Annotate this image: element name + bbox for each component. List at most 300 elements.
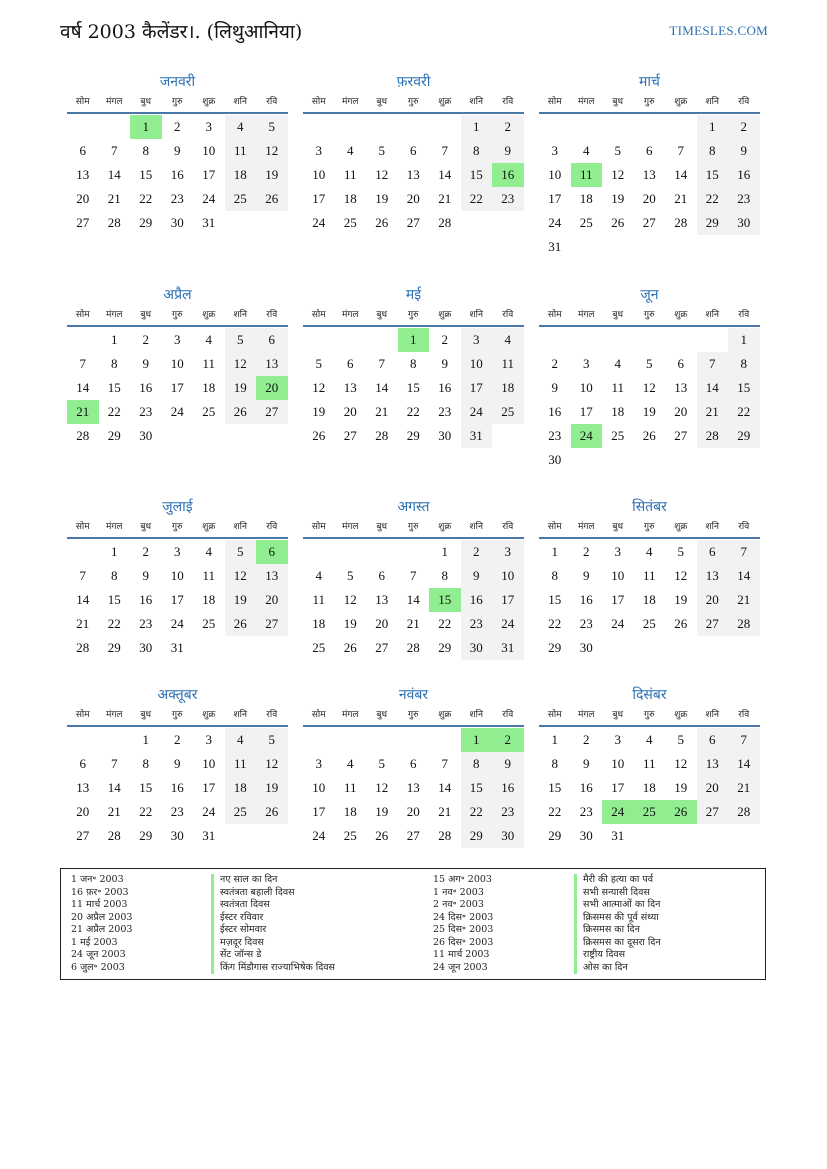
day-cell: 15 bbox=[107, 380, 121, 395]
day-cell: 4 bbox=[315, 568, 322, 583]
empty-cell bbox=[335, 728, 367, 752]
day-cell: 5 bbox=[225, 328, 257, 352]
day-cell: 14 bbox=[728, 564, 760, 588]
month-name: अगस्त bbox=[397, 499, 430, 515]
day-cell: 17 bbox=[170, 380, 184, 395]
day-cell: 25 bbox=[611, 428, 625, 443]
day-cell: 10 bbox=[579, 380, 593, 395]
day-cell: 11 bbox=[492, 352, 524, 376]
day-cell: 7 bbox=[79, 356, 86, 371]
day-cell: 15 bbox=[406, 380, 420, 395]
day-cell: 26 bbox=[343, 640, 357, 655]
day-cell: 14 bbox=[76, 380, 90, 395]
weekday-label: शुक्र bbox=[202, 97, 216, 107]
weekday-header bbox=[67, 92, 288, 114]
weekday-label: रवि bbox=[266, 97, 278, 107]
day-cell: 26 bbox=[611, 215, 625, 230]
day-cell: 16 bbox=[170, 780, 184, 795]
day-cell: 3 bbox=[205, 119, 212, 134]
day-cell: 28 bbox=[438, 828, 452, 843]
weekday-header bbox=[303, 705, 524, 727]
day-grid bbox=[303, 327, 524, 448]
day-cell: 19 bbox=[674, 780, 688, 795]
weekday-label: बुध bbox=[376, 310, 388, 320]
month-block bbox=[539, 685, 760, 848]
day-cell: 13 bbox=[674, 380, 688, 395]
month-block bbox=[539, 497, 760, 660]
empty-cell bbox=[429, 728, 461, 752]
day-cell: 17 bbox=[202, 167, 216, 182]
weekday-label: शनि bbox=[469, 310, 483, 320]
day-cell: 22 bbox=[406, 404, 420, 419]
day-cell: 8 bbox=[551, 568, 558, 583]
day-cell: 8 bbox=[111, 568, 118, 583]
day-cell: 28 bbox=[76, 640, 90, 655]
day-cell: 19 bbox=[642, 404, 656, 419]
day-cell: 2 bbox=[583, 732, 590, 747]
month-name: जनवरी bbox=[159, 74, 196, 90]
holiday-day-cell: 21 bbox=[67, 400, 99, 424]
legend-holiday-name: सभी सन्यासी दिवस bbox=[574, 887, 650, 900]
day-cell: 25 bbox=[343, 828, 357, 843]
weekday-label: गुरु bbox=[644, 710, 655, 720]
empty-cell bbox=[539, 115, 571, 139]
empty-cell bbox=[398, 728, 430, 752]
day-cell: 31 bbox=[202, 215, 216, 230]
day-cell: 5 bbox=[256, 115, 288, 139]
day-cell: 10 bbox=[312, 780, 326, 795]
weekday-header bbox=[67, 705, 288, 727]
day-cell: 12 bbox=[256, 752, 288, 776]
day-cell: 18 bbox=[579, 191, 593, 206]
day-cell: 13 bbox=[375, 592, 389, 607]
day-cell: 22 bbox=[697, 187, 729, 211]
day-cell: 30 bbox=[139, 428, 153, 443]
legend-holiday-name: मैरी की हत्या का पर्व bbox=[574, 874, 653, 887]
weekday-label: शुक्र bbox=[202, 310, 216, 320]
empty-cell bbox=[398, 540, 430, 564]
day-cell: 21 bbox=[438, 191, 452, 206]
day-cell: 23 bbox=[170, 191, 184, 206]
day-cell: 28 bbox=[406, 640, 420, 655]
day-cell: 2 bbox=[174, 732, 181, 747]
legend-date: 2 नव॰ 2003 bbox=[433, 899, 484, 910]
holiday-day-cell: 16 bbox=[492, 163, 524, 187]
weekday-label: सोम bbox=[75, 97, 90, 107]
day-cell: 4 bbox=[646, 544, 653, 559]
day-cell: 8 bbox=[728, 352, 760, 376]
day-cell: 19 bbox=[674, 592, 688, 607]
day-cell: 31 bbox=[611, 828, 625, 843]
day-cell: 1 bbox=[142, 732, 149, 747]
month-block bbox=[539, 72, 760, 259]
weekday-label: बुध bbox=[612, 522, 624, 532]
weekday-label: गुरु bbox=[644, 310, 655, 320]
day-cell: 9 bbox=[174, 756, 181, 771]
day-cell: 9 bbox=[441, 356, 448, 371]
day-cell: 9 bbox=[142, 568, 149, 583]
day-cell: 16 bbox=[139, 592, 153, 607]
day-cell: 11 bbox=[225, 139, 257, 163]
day-cell: 7 bbox=[79, 568, 86, 583]
day-cell: 2 bbox=[174, 119, 181, 134]
weekday-header bbox=[303, 517, 524, 539]
weekday-label: रवि bbox=[738, 310, 750, 320]
day-cell: 11 bbox=[343, 780, 357, 795]
month-name: जून bbox=[640, 287, 659, 303]
day-cell: 10 bbox=[170, 568, 184, 583]
day-cell: 19 bbox=[256, 163, 288, 187]
day-cell: 19 bbox=[225, 376, 257, 400]
weekday-label: शनि bbox=[705, 97, 719, 107]
legend-holiday-name: मज़दूर दिवस bbox=[211, 937, 264, 950]
month-name: मई bbox=[405, 287, 422, 303]
empty-cell bbox=[602, 115, 634, 139]
day-cell: 27 bbox=[642, 215, 656, 230]
weekday-header bbox=[539, 305, 760, 327]
day-cell: 19 bbox=[375, 804, 389, 819]
day-cell: 29 bbox=[548, 828, 562, 843]
day-cell: 16 bbox=[461, 588, 493, 612]
day-cell: 30 bbox=[438, 428, 452, 443]
day-cell: 14 bbox=[438, 167, 452, 182]
day-cell: 24 bbox=[548, 215, 562, 230]
legend-holiday-name: ओस का दिन bbox=[574, 962, 628, 975]
day-cell: 16 bbox=[579, 592, 593, 607]
day-cell: 25 bbox=[492, 400, 524, 424]
day-cell: 24 bbox=[202, 804, 216, 819]
day-cell: 9 bbox=[461, 564, 493, 588]
day-cell: 15 bbox=[139, 780, 153, 795]
weekday-label: सोम bbox=[311, 310, 326, 320]
day-cell: 18 bbox=[492, 376, 524, 400]
day-cell: 9 bbox=[174, 143, 181, 158]
empty-cell bbox=[335, 115, 367, 139]
day-cell: 10 bbox=[461, 352, 493, 376]
day-cell: 13 bbox=[697, 564, 729, 588]
weekday-label: गुरु bbox=[172, 710, 183, 720]
day-cell: 2 bbox=[441, 332, 448, 347]
weekday-label: गुरु bbox=[408, 710, 419, 720]
day-cell: 6 bbox=[697, 540, 729, 564]
day-grid bbox=[67, 727, 288, 848]
day-cell: 6 bbox=[646, 143, 653, 158]
day-cell: 9 bbox=[583, 568, 590, 583]
day-cell: 21 bbox=[697, 400, 729, 424]
weekday-label: बुध bbox=[140, 310, 152, 320]
day-cell: 11 bbox=[312, 592, 326, 607]
day-cell: 21 bbox=[107, 191, 121, 206]
day-cell: 8 bbox=[142, 756, 149, 771]
day-cell: 14 bbox=[728, 752, 760, 776]
day-cell: 12 bbox=[312, 380, 326, 395]
weekday-label: शनि bbox=[705, 710, 719, 720]
day-cell: 12 bbox=[375, 780, 389, 795]
day-cell: 10 bbox=[202, 143, 216, 158]
day-cell: 4 bbox=[646, 732, 653, 747]
weekday-label: सोम bbox=[75, 710, 90, 720]
day-cell: 5 bbox=[614, 143, 621, 158]
day-cell: 5 bbox=[347, 568, 354, 583]
weekday-label: शुक्र bbox=[674, 97, 688, 107]
day-cell: 4 bbox=[225, 728, 257, 752]
day-cell: 24 bbox=[492, 612, 524, 636]
day-cell: 21 bbox=[728, 588, 760, 612]
weekday-header bbox=[303, 305, 524, 327]
day-cell: 25 bbox=[343, 215, 357, 230]
day-cell: 11 bbox=[202, 356, 216, 371]
day-cell: 21 bbox=[107, 804, 121, 819]
day-cell: 1 bbox=[697, 115, 729, 139]
weekday-label: गुरु bbox=[408, 310, 419, 320]
day-cell: 28 bbox=[76, 428, 90, 443]
day-cell: 29 bbox=[107, 640, 121, 655]
legend-date: 16 फ़र॰ 2003 bbox=[71, 886, 129, 898]
page-title: वर्ष 2003 कैलेंडर।. (लिथुआनिया) bbox=[60, 21, 303, 43]
weekday-label: रवि bbox=[502, 710, 514, 720]
day-cell: 21 bbox=[438, 804, 452, 819]
weekday-label: शनि bbox=[233, 522, 247, 532]
holiday-day-cell: 15 bbox=[429, 588, 461, 612]
weekday-label: बुध bbox=[376, 710, 388, 720]
day-cell: 2 bbox=[492, 115, 524, 139]
day-cell: 20 bbox=[76, 804, 90, 819]
day-cell: 25 bbox=[312, 640, 326, 655]
day-cell: 11 bbox=[611, 380, 625, 395]
day-cell: 8 bbox=[410, 356, 417, 371]
empty-cell bbox=[665, 328, 697, 352]
day-cell: 19 bbox=[611, 191, 625, 206]
day-cell: 20 bbox=[256, 588, 288, 612]
empty-cell bbox=[634, 115, 666, 139]
day-cell: 5 bbox=[225, 540, 257, 564]
day-cell: 26 bbox=[642, 428, 656, 443]
day-cell: 8 bbox=[697, 139, 729, 163]
empty-cell bbox=[398, 115, 430, 139]
day-cell: 28 bbox=[375, 428, 389, 443]
day-cell: 3 bbox=[174, 544, 181, 559]
day-cell: 18 bbox=[225, 163, 257, 187]
day-cell: 3 bbox=[583, 356, 590, 371]
day-cell: 21 bbox=[406, 616, 420, 631]
day-cell: 26 bbox=[375, 215, 389, 230]
site-link[interactable]: TIMESLES.COM bbox=[669, 23, 768, 38]
day-cell: 14 bbox=[107, 167, 121, 182]
day-cell: 19 bbox=[375, 191, 389, 206]
legend-date: 6 जुल॰ 2003 bbox=[71, 961, 125, 973]
day-cell: 29 bbox=[107, 428, 121, 443]
weekday-label: बुध bbox=[612, 97, 624, 107]
legend-date: 11 मार्च 2003 bbox=[71, 899, 128, 910]
day-cell: 8 bbox=[461, 752, 493, 776]
day-cell: 18 bbox=[343, 191, 357, 206]
weekday-label: सोम bbox=[311, 710, 326, 720]
day-cell: 5 bbox=[677, 544, 684, 559]
day-cell: 5 bbox=[646, 356, 653, 371]
day-cell: 13 bbox=[76, 780, 90, 795]
legend-date: 24 दिस॰ 2003 bbox=[433, 911, 494, 923]
day-cell: 3 bbox=[315, 756, 322, 771]
weekday-label: शुक्र bbox=[202, 522, 216, 532]
day-cell: 30 bbox=[728, 211, 760, 235]
legend-holiday-name: सभी आत्माओं का दिन bbox=[574, 899, 660, 912]
weekday-label: शुक्र bbox=[438, 522, 452, 532]
day-cell: 5 bbox=[677, 732, 684, 747]
weekday-label: शनि bbox=[705, 522, 719, 532]
empty-cell bbox=[67, 728, 99, 752]
weekday-label: बुध bbox=[376, 97, 388, 107]
empty-cell bbox=[67, 540, 99, 564]
empty-cell bbox=[99, 115, 131, 139]
day-cell: 25 bbox=[225, 800, 257, 824]
day-cell: 13 bbox=[256, 564, 288, 588]
empty-cell bbox=[335, 328, 367, 352]
day-cell: 21 bbox=[375, 404, 389, 419]
day-cell: 12 bbox=[225, 352, 257, 376]
day-cell: 22 bbox=[107, 616, 121, 631]
month-name: अप्रैल bbox=[163, 287, 192, 303]
holiday-day-cell: 25 bbox=[634, 800, 666, 824]
day-cell: 15 bbox=[728, 376, 760, 400]
empty-cell bbox=[366, 328, 398, 352]
empty-cell bbox=[571, 328, 603, 352]
day-cell: 29 bbox=[139, 828, 153, 843]
day-cell: 30 bbox=[170, 828, 184, 843]
day-cell: 5 bbox=[256, 728, 288, 752]
day-cell: 19 bbox=[256, 776, 288, 800]
day-cell: 11 bbox=[225, 752, 257, 776]
day-cell: 17 bbox=[312, 804, 326, 819]
weekday-label: मंगल bbox=[577, 710, 595, 720]
day-cell: 4 bbox=[205, 544, 212, 559]
day-cell: 6 bbox=[378, 568, 385, 583]
weekday-label: शुक्र bbox=[202, 710, 216, 720]
day-cell: 26 bbox=[256, 800, 288, 824]
day-cell: 22 bbox=[548, 804, 562, 819]
day-cell: 22 bbox=[461, 800, 493, 824]
day-cell: 30 bbox=[139, 640, 153, 655]
day-cell: 11 bbox=[343, 167, 357, 182]
weekday-label: शनि bbox=[233, 710, 247, 720]
day-cell: 29 bbox=[697, 211, 729, 235]
day-cell: 16 bbox=[728, 163, 760, 187]
weekday-label: सोम bbox=[311, 97, 326, 107]
day-cell: 26 bbox=[674, 616, 688, 631]
legend-holiday-name: क्रिसमस का दूसरा दिन bbox=[574, 937, 661, 950]
day-cell: 5 bbox=[315, 356, 322, 371]
day-cell: 3 bbox=[461, 328, 493, 352]
day-cell: 13 bbox=[406, 167, 420, 182]
month-block bbox=[303, 497, 524, 660]
day-cell: 16 bbox=[139, 380, 153, 395]
day-cell: 23 bbox=[492, 187, 524, 211]
legend-holiday-name: स्वतंत्रता दिवस bbox=[211, 899, 270, 912]
day-cell: 3 bbox=[315, 143, 322, 158]
day-cell: 7 bbox=[441, 756, 448, 771]
weekday-label: शनि bbox=[233, 97, 247, 107]
weekday-label: शुक्र bbox=[674, 310, 688, 320]
legend-date: 1 नव॰ 2003 bbox=[433, 886, 484, 898]
day-cell: 22 bbox=[107, 404, 121, 419]
day-cell: 27 bbox=[76, 215, 90, 230]
empty-cell bbox=[303, 540, 335, 564]
day-cell: 14 bbox=[107, 780, 121, 795]
legend-holiday-name: ईस्टर सोमवार bbox=[211, 924, 266, 937]
day-cell: 29 bbox=[139, 215, 153, 230]
day-cell: 30 bbox=[461, 636, 493, 660]
day-cell: 27 bbox=[256, 400, 288, 424]
day-grid bbox=[303, 727, 524, 848]
day-cell: 31 bbox=[461, 424, 493, 448]
day-cell: 13 bbox=[642, 167, 656, 182]
day-cell: 15 bbox=[548, 780, 562, 795]
holiday-day-cell: 1 bbox=[130, 115, 162, 139]
weekday-label: सोम bbox=[547, 522, 562, 532]
legend-date: 1 जन॰ 2003 bbox=[71, 874, 124, 885]
day-cell: 20 bbox=[406, 804, 420, 819]
legend-date: 11 मार्च 2003 bbox=[433, 949, 490, 960]
day-cell: 17 bbox=[170, 592, 184, 607]
day-cell: 16 bbox=[438, 380, 452, 395]
weekday-label: सोम bbox=[311, 522, 326, 532]
holiday-day-cell: 11 bbox=[571, 163, 603, 187]
day-cell: 12 bbox=[674, 568, 688, 583]
legend-holiday-name: नए साल का दिन bbox=[211, 874, 277, 887]
empty-cell bbox=[303, 728, 335, 752]
legend-holiday-name: किंग मिंडौगास राज्याभिषेक दिवस bbox=[211, 962, 335, 975]
day-cell: 8 bbox=[142, 143, 149, 158]
month-block bbox=[67, 285, 288, 448]
day-cell: 7 bbox=[111, 143, 118, 158]
day-cell: 29 bbox=[728, 424, 760, 448]
day-cell: 7 bbox=[697, 352, 729, 376]
day-grid bbox=[67, 327, 288, 448]
day-cell: 7 bbox=[728, 728, 760, 752]
day-cell: 4 bbox=[205, 332, 212, 347]
day-cell: 5 bbox=[378, 143, 385, 158]
day-cell: 15 bbox=[461, 163, 493, 187]
day-cell: 7 bbox=[728, 540, 760, 564]
day-grid bbox=[539, 114, 760, 259]
weekday-header bbox=[539, 517, 760, 539]
weekday-label: मंगल bbox=[577, 310, 595, 320]
day-cell: 23 bbox=[170, 804, 184, 819]
day-cell: 25 bbox=[225, 187, 257, 211]
month-name: दिसंबर bbox=[632, 687, 667, 703]
day-cell: 23 bbox=[548, 428, 562, 443]
weekday-label: मंगल bbox=[105, 310, 123, 320]
day-cell: 9 bbox=[583, 756, 590, 771]
empty-cell bbox=[99, 728, 131, 752]
day-cell: 10 bbox=[611, 756, 625, 771]
legend-holiday-name: स्वतंत्रता बहाली दिवस bbox=[211, 887, 295, 900]
day-cell: 28 bbox=[438, 215, 452, 230]
day-cell: 6 bbox=[256, 328, 288, 352]
day-cell: 13 bbox=[406, 780, 420, 795]
weekday-label: शनि bbox=[233, 310, 247, 320]
day-cell: 15 bbox=[697, 163, 729, 187]
day-cell: 25 bbox=[202, 404, 216, 419]
day-cell: 24 bbox=[202, 191, 216, 206]
day-cell: 31 bbox=[170, 640, 184, 655]
day-cell: 9 bbox=[492, 139, 524, 163]
day-cell: 14 bbox=[406, 592, 420, 607]
day-cell: 23 bbox=[461, 612, 493, 636]
day-cell: 22 bbox=[139, 191, 153, 206]
day-cell: 23 bbox=[579, 804, 593, 819]
weekday-label: शुक्र bbox=[438, 97, 452, 107]
day-cell: 13 bbox=[697, 752, 729, 776]
